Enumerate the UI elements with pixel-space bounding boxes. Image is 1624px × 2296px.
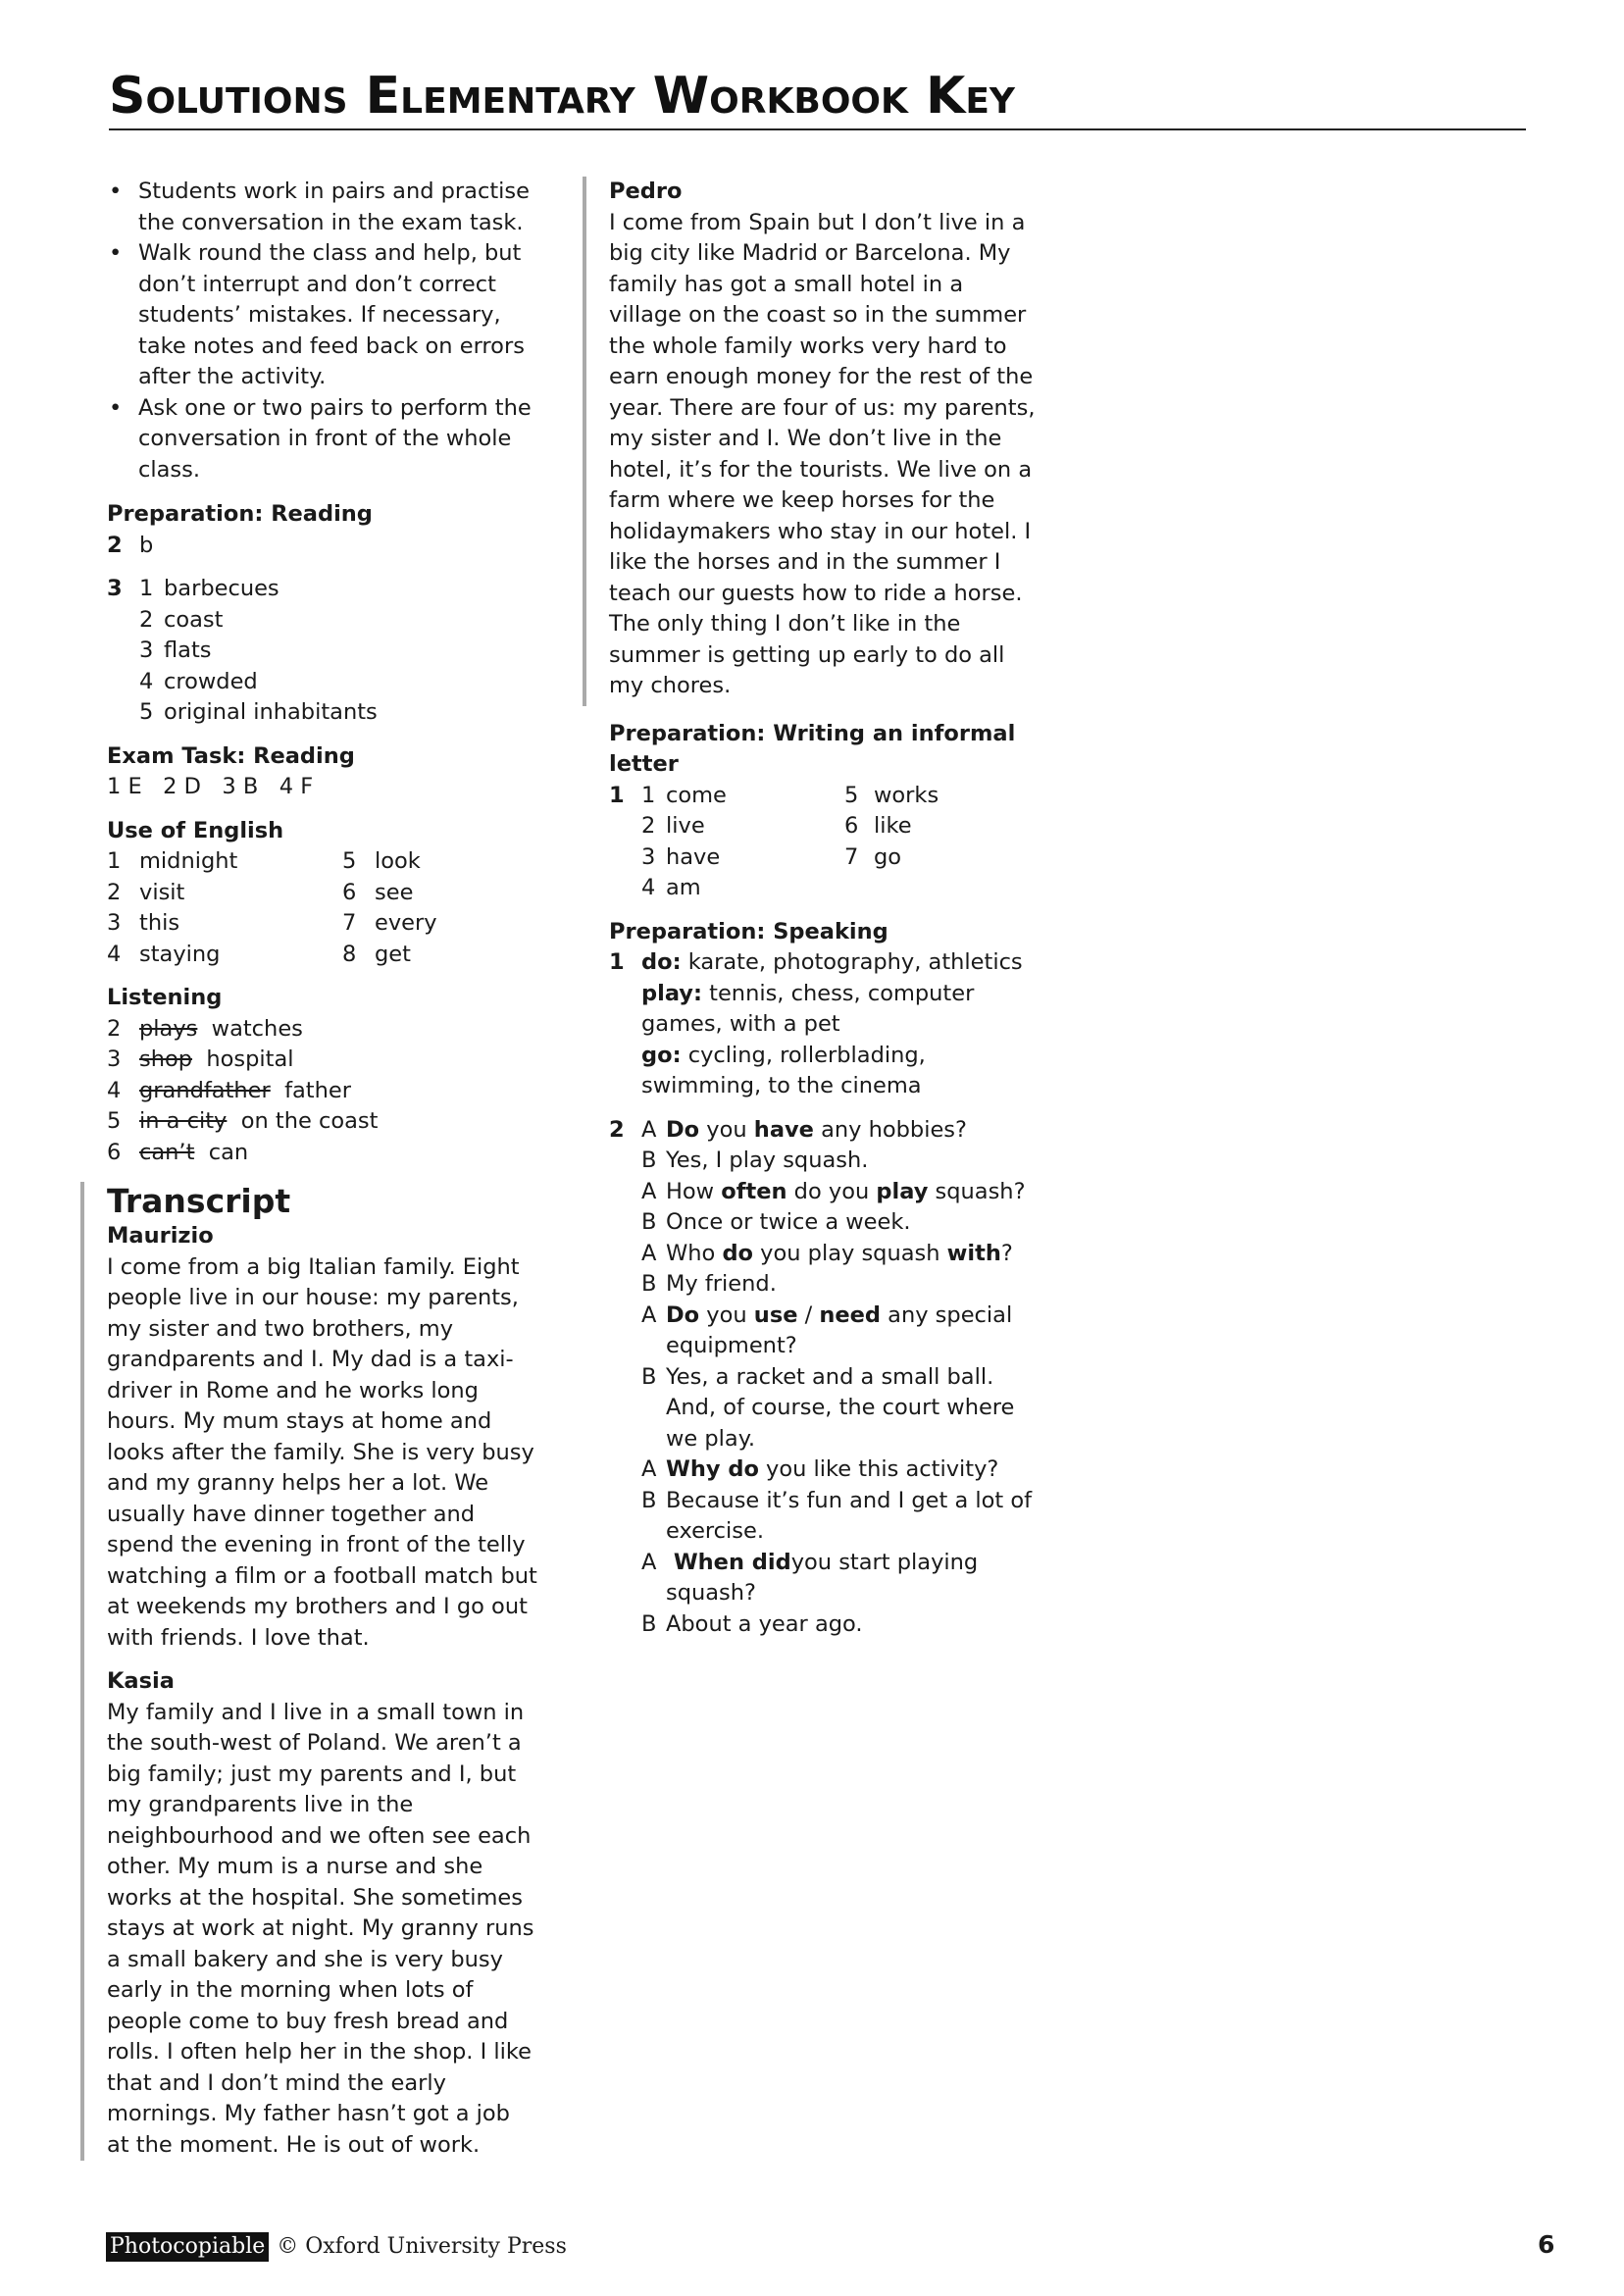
listening-heading: Listening bbox=[107, 985, 223, 1010]
footer bbox=[106, 2232, 567, 2262]
dialogue-line bbox=[641, 1146, 1040, 1177]
list-item: 4 grandfather father bbox=[107, 1077, 351, 1103]
writing-q1 bbox=[609, 781, 1040, 904]
list-item: 4 crowded bbox=[139, 668, 258, 694]
list-item: go: cycling, rollerblading, swimming, to the cinema bbox=[641, 1042, 926, 1098]
transcript-text: I come from a big Italian family. Eight people live in our house: my parents, my sister and two brothers, my grandparents and I. My dad is a taxi-driver in Rome and he works long hours. My mum stays at home and looks after the family. She is very busy and my granny helps her a lot. We usually have dinner together and spend the evening in front of the telly watching a film or a football match but at weekends my brothers and I go out with friends. I love that. bbox=[107, 1253, 537, 1651]
list-item: 3 flats bbox=[139, 638, 212, 663]
transcript-text: I come from Spain but I don’t live in a big city like Madrid or Barcelona. My family has got a small hotel in a village on the coast so in the summer the whole family works very hard to earn enough money for the rest of the year. There are four of us: my parents, my sister and I. We don’t live in the hotel, it’s for the tourists. We live on a farm where we keep horses for the holidaymakers who stay in our hotel. I like the horses and in the summer I teach our guests how to ride a horse. The only thing I don’t like in the summer is getting up early to do all my chores. bbox=[609, 209, 1036, 698]
speaker-label: B bbox=[641, 1209, 657, 1235]
page-title: Solutions Elementary Workbook Key bbox=[109, 67, 1015, 126]
speaker-name: Kasia bbox=[107, 1668, 175, 1694]
prep-reading-q3 bbox=[107, 574, 538, 729]
speaker-label: B bbox=[641, 1363, 657, 1390]
dialogue-text: Because it’s fun and I get a lot of exercise. bbox=[666, 1487, 1040, 1544]
list-item: 2 coast bbox=[139, 606, 224, 633]
dialogue-text: Yes, I play squash. bbox=[666, 1148, 869, 1173]
list-item: 4 staying 8 get bbox=[107, 941, 411, 967]
list-item: • Ask one or two pairs to perform the conversation in front of the whole class. bbox=[107, 393, 538, 486]
photocopiable-badge: Photocopiable bbox=[106, 2232, 269, 2262]
speaker-label: A bbox=[641, 1456, 657, 1482]
dialogue-line bbox=[641, 1239, 1040, 1270]
list-item: 1 barbecues bbox=[139, 576, 279, 601]
list-item: play: tennis, chess, computer games, with a pet bbox=[641, 980, 975, 1037]
list-item: • Students work in pairs and practise the conversation in the exam task. bbox=[107, 177, 538, 238]
speaker-label: A bbox=[641, 1240, 657, 1266]
speaker-label: A bbox=[641, 1301, 657, 1328]
list-item: 3 shop hospital bbox=[107, 1046, 294, 1072]
answer-list bbox=[139, 574, 378, 729]
dialogue-text: About a year ago. bbox=[666, 1610, 863, 1637]
dialogue-line bbox=[641, 1115, 1040, 1147]
exam-reading-heading: Exam Task: Reading bbox=[107, 742, 355, 769]
speaking-heading: Preparation: Speaking bbox=[609, 918, 888, 944]
transcript-block bbox=[80, 1182, 538, 2161]
dialogue-text: Why do you like this activity? bbox=[666, 1456, 999, 1482]
dialogue-text: Who do you play squash with? bbox=[666, 1240, 1013, 1266]
copyright: © Oxford University Press bbox=[277, 2234, 567, 2259]
dialogue-text: How often do you play squash? bbox=[666, 1178, 1026, 1204]
dialogue-text: When didyou start playing squash? bbox=[666, 1549, 986, 1606]
speaker-label: B bbox=[641, 1271, 657, 1297]
list-item: 6 can’t can bbox=[107, 1139, 249, 1165]
list-item: 3 have 7 go bbox=[641, 843, 902, 870]
dialogue-text: Yes, a racket and a small ball. And, of course, the court where we play. bbox=[666, 1363, 1022, 1452]
speaker-label: B bbox=[641, 1610, 657, 1637]
list-item: 1 midnight 5 look bbox=[107, 848, 421, 874]
list-item: 2 plays watches bbox=[107, 1015, 303, 1042]
list-item: 5 in a city on the coast bbox=[107, 1108, 379, 1134]
speaker-label: A bbox=[641, 1549, 657, 1575]
list-item: 3 this 7 every bbox=[107, 910, 437, 936]
speaker-label: B bbox=[641, 1487, 657, 1513]
writing-heading: Preparation: Writing an informal letter bbox=[609, 720, 1016, 777]
dialogue-line bbox=[641, 1548, 1040, 1609]
dialogue-line bbox=[641, 1269, 1040, 1301]
transcript-text: My family and I live in a small town in the south-west of Poland. We aren’t a big family; just my parents and I, but my grandparents live in the neighbourhood and we often see each other. My mum is a nurse and she works at the hospital. She sometimes stays at work at night. My granny runs a small bakery and she is very busy early in the morning when lots of people come to buy fresh bread and rolls. I often help her in the shop. I like that and I don’t mind the early mornings. My father hasn’t got a job at the moment. He is out of work. bbox=[107, 1699, 534, 2158]
dialogue-line bbox=[641, 1486, 1040, 1548]
right-column bbox=[609, 177, 1040, 1640]
prep-reading-heading: Preparation: Reading bbox=[107, 501, 373, 527]
dialogue-text: Once or twice a week. bbox=[666, 1209, 911, 1235]
list-item: 2 visit 6 see bbox=[107, 879, 414, 905]
answer-list bbox=[641, 947, 1040, 1102]
dialogue-line bbox=[641, 1301, 1040, 1362]
list-item: 4 am bbox=[641, 875, 701, 900]
answer-list bbox=[641, 781, 939, 904]
dialogue-line bbox=[641, 1207, 1040, 1239]
list-item: 1 come 5 works bbox=[641, 782, 939, 808]
speaker-label: A bbox=[641, 1116, 657, 1143]
prep-reading-q2 bbox=[107, 531, 538, 562]
dialogue-line bbox=[641, 1609, 1040, 1641]
dialogue-line bbox=[641, 1177, 1040, 1208]
list-item: 5 original inhabitants bbox=[139, 699, 378, 725]
exam-reading-answers: 1 E 2 D 3 B 4 F bbox=[107, 774, 314, 799]
dialogue-text: My friend. bbox=[666, 1271, 777, 1297]
list-item: 2 live 6 like bbox=[641, 813, 912, 839]
title-rule bbox=[109, 128, 1526, 130]
dialogue-text: Do you use / need any special equipment? bbox=[666, 1301, 1020, 1358]
question-number: 1 bbox=[609, 949, 625, 975]
list-item: • Walk round the class and help, but don’t interrupt and don’t correct students’ mistakes. If necessary, take notes and feed back on errors after the activity. bbox=[107, 238, 538, 393]
transcript-title: Transcript bbox=[107, 1182, 291, 1220]
speaker-name: Maurizio bbox=[107, 1223, 214, 1249]
dialogue-line bbox=[641, 1454, 1040, 1486]
question-number: 2 bbox=[107, 532, 123, 558]
listening-answers bbox=[107, 1014, 538, 1169]
use-of-english-answers bbox=[107, 846, 538, 970]
speaker-label: B bbox=[641, 1148, 657, 1173]
dialogue-text: Do you have any hobbies? bbox=[666, 1116, 967, 1143]
speaking-q2 bbox=[609, 1115, 1040, 1641]
transcript-block-continued bbox=[583, 177, 1040, 706]
speaker-label: A bbox=[641, 1178, 657, 1204]
list-item: do: karate, photography, athletics bbox=[641, 949, 1023, 975]
page-number: 6 bbox=[1538, 2230, 1555, 2259]
teacher-notes bbox=[107, 177, 538, 485]
question-number: 2 bbox=[609, 1116, 625, 1143]
speaker-name: Pedro bbox=[609, 179, 683, 204]
dialogue bbox=[641, 1115, 1040, 1641]
question-number: 3 bbox=[107, 576, 123, 601]
question-number: 1 bbox=[609, 782, 625, 808]
use-of-english-heading: Use of English bbox=[107, 817, 284, 843]
left-column bbox=[107, 177, 538, 2161]
speaking-q1 bbox=[609, 947, 1040, 1102]
dialogue-line bbox=[641, 1362, 1040, 1455]
answer: b bbox=[139, 532, 154, 558]
